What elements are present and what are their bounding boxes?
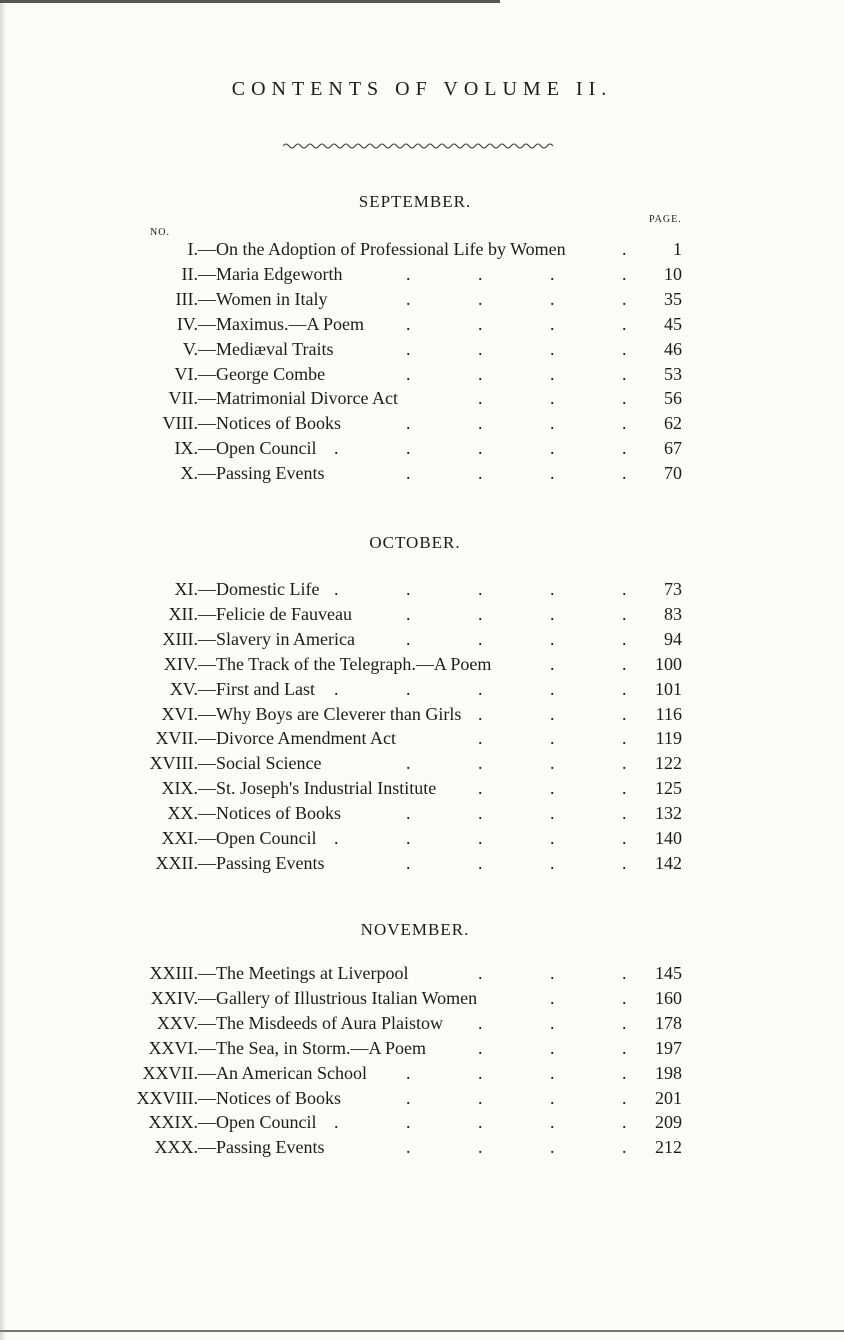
leader-dot: . xyxy=(622,703,627,724)
leader-dot: . xyxy=(622,852,627,873)
leader-dot: . xyxy=(478,438,483,459)
entry-dash: — xyxy=(198,1037,216,1058)
entry-page-number: 73 xyxy=(664,579,682,599)
entry-title: Passing Events xyxy=(216,852,325,873)
leader-dot: . xyxy=(550,803,555,824)
leader-dot: . xyxy=(550,1112,555,1133)
leader-dot: . xyxy=(622,987,627,1008)
leader-dot: . xyxy=(622,388,627,409)
entry-title: Open Council xyxy=(216,438,317,459)
entry-number: XXVI. xyxy=(148,1037,198,1058)
leader-dot: . xyxy=(406,463,411,484)
entry-dash: — xyxy=(198,778,216,799)
leader-dot: . xyxy=(622,1112,627,1133)
entry-title: Matrimonial Divorce Act xyxy=(216,388,398,409)
leader-dot: . xyxy=(406,288,411,309)
contents-entry xyxy=(0,364,844,388)
entry-title: Open Council xyxy=(216,828,317,848)
leader-dot: . xyxy=(406,1137,411,1158)
contents-entry xyxy=(0,463,844,487)
entry-dash: — xyxy=(198,653,216,674)
entry-page-number: 160 xyxy=(655,987,682,1008)
entry-page-number: 142 xyxy=(655,852,682,873)
entry-number: XVII. xyxy=(155,728,198,749)
contents-entry xyxy=(0,413,844,437)
entry-title: First and Last xyxy=(216,678,315,699)
section-heading: NOVEMBER. xyxy=(360,920,470,939)
leader-dot: . xyxy=(406,338,411,359)
entry-title: An American School xyxy=(216,1062,367,1083)
entry-number: XVI. xyxy=(161,703,198,724)
entry-number: XXVIII. xyxy=(136,1087,198,1108)
entry-number: X. xyxy=(180,463,198,484)
entry-page-number: 119 xyxy=(655,728,682,749)
entry-page-number: 178 xyxy=(655,1012,682,1033)
contents-entry xyxy=(0,988,844,1012)
leader-dot: . xyxy=(622,288,627,309)
contents-entry xyxy=(0,679,844,703)
leader-dot: . xyxy=(478,963,483,983)
leader-dot: . xyxy=(550,1137,555,1158)
leader-dot: . xyxy=(550,288,555,309)
entry-page-number: 56 xyxy=(664,388,682,409)
leader-dot: . xyxy=(406,828,411,848)
entry-title: St. Joseph's Industrial Institute xyxy=(216,778,437,799)
leader-dot: . xyxy=(334,1112,339,1133)
contents-entry xyxy=(0,853,844,877)
leader-dot: . xyxy=(478,363,483,384)
leader-dot: . xyxy=(622,313,627,334)
leader-dot: . xyxy=(478,753,483,774)
leader-dot: . xyxy=(622,463,627,484)
leader-dot: . xyxy=(478,388,483,409)
entry-page-number: 100 xyxy=(655,653,682,674)
leader-dot: . xyxy=(406,413,411,434)
contents-entry xyxy=(0,388,844,412)
leader-dot: . xyxy=(406,363,411,384)
leader-dot: . xyxy=(478,313,483,334)
leader-dot: . xyxy=(622,828,627,848)
entry-page-number: 10 xyxy=(664,263,682,284)
leader-dot: . xyxy=(550,338,555,359)
leader-dot: . xyxy=(622,438,627,459)
contents-entry xyxy=(0,1013,844,1037)
leader-dot: . xyxy=(622,753,627,774)
entry-title: Notices of Books xyxy=(216,803,341,824)
entry-dash: — xyxy=(198,239,216,259)
leader-dot: . xyxy=(334,438,339,459)
entry-dash: — xyxy=(198,703,216,724)
wavy-rule-ornament xyxy=(283,140,555,152)
leader-dot: . xyxy=(622,1012,627,1033)
contents-entry xyxy=(0,728,844,752)
contents-entry xyxy=(0,1038,844,1062)
leader-dot: . xyxy=(406,438,411,459)
entry-page-number: 209 xyxy=(655,1112,682,1133)
contents-entry xyxy=(0,753,844,777)
leader-dot: . xyxy=(550,413,555,434)
section-heading: SEPTEMBER. xyxy=(358,192,472,211)
entry-dash: — xyxy=(198,603,216,624)
entry-dash: — xyxy=(198,338,216,359)
leader-dot: . xyxy=(478,778,483,799)
leader-dot: . xyxy=(622,628,627,649)
leader-dot: . xyxy=(622,803,627,824)
entry-dash: — xyxy=(198,728,216,749)
leader-dot: . xyxy=(622,1062,627,1083)
entry-page-number: 46 xyxy=(664,338,682,359)
leader-dot: . xyxy=(622,678,627,699)
leader-dot: . xyxy=(550,678,555,699)
leader-dot: . xyxy=(622,363,627,384)
contents-entry xyxy=(0,629,844,653)
leader-dot: . xyxy=(550,852,555,873)
leader-dot: . xyxy=(550,653,555,674)
contents-entry xyxy=(0,579,844,603)
leader-dot: . xyxy=(622,963,627,983)
entry-dash: — xyxy=(198,313,216,334)
contents-entry xyxy=(0,1088,844,1112)
entry-dash: — xyxy=(198,753,216,774)
entry-page-number: 94 xyxy=(664,628,682,649)
leader-dot: . xyxy=(622,579,627,599)
leader-dot: . xyxy=(550,753,555,774)
entry-page-number: 70 xyxy=(664,463,682,484)
leader-dot: . xyxy=(406,678,411,699)
leader-dot: . xyxy=(622,653,627,674)
entry-title: Slavery in America xyxy=(216,628,355,649)
contents-entry xyxy=(0,314,844,338)
entry-dash: — xyxy=(198,388,216,409)
entry-dash: — xyxy=(198,463,216,484)
leader-dot: . xyxy=(550,1012,555,1033)
leader-dot: . xyxy=(406,579,411,599)
number-column-label: NO. xyxy=(150,227,170,238)
leader-dot: . xyxy=(550,987,555,1008)
leader-dot: . xyxy=(550,363,555,384)
entry-dash: — xyxy=(198,963,216,983)
leader-dot: . xyxy=(406,1112,411,1133)
entry-title: Mediæval Traits xyxy=(216,338,334,359)
entry-number: XV. xyxy=(169,678,198,699)
entry-dash: — xyxy=(198,987,216,1008)
entry-dash: — xyxy=(198,828,216,848)
contents-entry xyxy=(0,289,844,313)
entry-title: Women in Italy xyxy=(216,288,328,309)
leader-dot: . xyxy=(406,1062,411,1083)
entry-title: Divorce Amendment Act xyxy=(216,728,396,749)
leader-dot: . xyxy=(550,438,555,459)
entry-number: XX. xyxy=(167,803,198,824)
leader-dot: . xyxy=(478,1112,483,1133)
entry-dash: — xyxy=(198,438,216,459)
entry-dash: — xyxy=(198,628,216,649)
leader-dot: . xyxy=(622,338,627,359)
entry-dash: — xyxy=(198,1012,216,1033)
entry-number: V. xyxy=(182,338,198,359)
contents-entry xyxy=(0,704,844,728)
leader-dot: . xyxy=(550,703,555,724)
entry-number: XVIII. xyxy=(149,753,198,774)
entry-dash: — xyxy=(198,579,216,599)
leader-dot: . xyxy=(550,778,555,799)
entry-number: XXX. xyxy=(154,1137,198,1158)
entry-dash: — xyxy=(198,413,216,434)
top-rule xyxy=(0,0,500,3)
leader-dot: . xyxy=(478,803,483,824)
leader-dot: . xyxy=(478,628,483,649)
bottom-rule xyxy=(0,1330,844,1332)
entry-page-number: 125 xyxy=(655,778,682,799)
leader-dot: . xyxy=(550,313,555,334)
entry-number: XII. xyxy=(168,603,198,624)
entry-number: XXVII. xyxy=(142,1062,198,1083)
entry-title: Notices of Books xyxy=(216,1087,341,1108)
entry-page-number: 212 xyxy=(655,1137,682,1158)
entry-title: The Meetings at Liverpool xyxy=(216,963,409,983)
entry-title: Gallery of Illustrious Italian Women xyxy=(216,987,478,1008)
leader-dot: . xyxy=(334,579,339,599)
contents-entry xyxy=(0,654,844,678)
page-title: CONTENTS OF VOLUME II. xyxy=(231,78,613,100)
leader-dot: . xyxy=(550,1062,555,1083)
leader-dot: . xyxy=(406,1087,411,1108)
entry-dash: — xyxy=(198,288,216,309)
contents-entry xyxy=(0,1063,844,1087)
entry-title: Felicie de Fauveau xyxy=(216,603,352,624)
leader-dot: . xyxy=(478,703,483,724)
entry-number: XXIV. xyxy=(150,987,198,1008)
leader-dot: . xyxy=(478,413,483,434)
entry-dash: — xyxy=(198,1062,216,1083)
contents-entry xyxy=(0,264,844,288)
entry-title: The Misdeeds of Aura Plaistow xyxy=(216,1012,443,1033)
leader-dot: . xyxy=(406,603,411,624)
entry-title: George Combe xyxy=(216,363,326,384)
entry-page-number: 101 xyxy=(655,678,682,699)
entry-page-number: 197 xyxy=(655,1037,682,1058)
leader-dot: . xyxy=(622,778,627,799)
leader-dot: . xyxy=(406,852,411,873)
leader-dot: . xyxy=(622,1137,627,1158)
contents-entry xyxy=(0,339,844,363)
entry-title: Maria Edgeworth xyxy=(216,263,343,284)
entry-number: XXIX. xyxy=(148,1112,198,1133)
entry-dash: — xyxy=(198,363,216,384)
entry-page-number: 67 xyxy=(664,438,682,459)
leader-dot: . xyxy=(550,828,555,848)
entry-number: I. xyxy=(187,239,198,259)
leader-dot: . xyxy=(406,628,411,649)
entry-number: VIII. xyxy=(162,413,198,434)
entry-page-number: 116 xyxy=(655,703,682,724)
contents-entry xyxy=(0,1112,844,1136)
leader-dot: . xyxy=(550,603,555,624)
entry-number: XXI. xyxy=(161,828,198,848)
entry-page-number: 201 xyxy=(655,1087,682,1108)
entry-dash: — xyxy=(198,1087,216,1108)
leader-dot: . xyxy=(622,413,627,434)
contents-entry xyxy=(0,963,844,987)
entry-dash: — xyxy=(198,1137,216,1158)
entry-number: XIX. xyxy=(161,778,198,799)
entry-page-number: 53 xyxy=(664,363,682,384)
leader-dot: . xyxy=(550,1037,555,1058)
entry-title: Social Science xyxy=(216,753,322,774)
entry-dash: — xyxy=(198,263,216,284)
entry-number: II. xyxy=(181,263,198,284)
entry-page-number: 145 xyxy=(655,963,682,983)
entry-page-number: 83 xyxy=(664,603,682,624)
leader-dot: . xyxy=(406,803,411,824)
leader-dot: . xyxy=(478,828,483,848)
entry-number: XIV. xyxy=(163,653,198,674)
entry-title: The Sea, in Storm.—A Poem xyxy=(216,1037,426,1058)
leader-dot: . xyxy=(622,603,627,624)
leader-dot: . xyxy=(622,263,627,284)
entry-title: Domestic Life xyxy=(216,579,320,599)
leader-dot: . xyxy=(622,1037,627,1058)
entry-number: VII. xyxy=(168,388,198,409)
section-heading: OCTOBER. xyxy=(369,533,461,552)
leader-dot: . xyxy=(478,852,483,873)
entry-page-number: 198 xyxy=(655,1062,682,1083)
entry-title: Passing Events xyxy=(216,463,325,484)
contents-entry xyxy=(0,239,844,263)
leader-dot: . xyxy=(550,728,555,749)
contents-entry xyxy=(0,604,844,628)
contents-entry xyxy=(0,1137,844,1161)
entry-dash: — xyxy=(198,852,216,873)
leader-dot: . xyxy=(478,463,483,484)
leader-dot: . xyxy=(478,1037,483,1058)
leader-dot: . xyxy=(478,263,483,284)
entry-page-number: 1 xyxy=(673,239,682,259)
leader-dot: . xyxy=(550,263,555,284)
entry-page-number: 132 xyxy=(655,803,682,824)
entry-title: The Track of the Telegraph.—A Poem xyxy=(216,653,492,674)
leader-dot: . xyxy=(478,1137,483,1158)
leader-dot: . xyxy=(478,338,483,359)
leader-dot: . xyxy=(406,753,411,774)
leader-dot: . xyxy=(334,678,339,699)
contents-entry xyxy=(0,828,844,852)
leader-dot: . xyxy=(478,1012,483,1033)
entry-page-number: 122 xyxy=(655,753,682,774)
entry-title: Notices of Books xyxy=(216,413,341,434)
entry-title: Maximus.—A Poem xyxy=(216,313,365,334)
leader-dot: . xyxy=(478,728,483,749)
entry-number: III. xyxy=(175,288,198,309)
entry-number: XXV. xyxy=(156,1012,198,1033)
leader-dot: . xyxy=(622,239,627,259)
entry-title: On the Adoption of Professional Life by Women xyxy=(216,239,566,259)
leader-dot: . xyxy=(406,313,411,334)
contents-entry xyxy=(0,778,844,802)
entry-dash: — xyxy=(198,803,216,824)
entry-number: XXIII. xyxy=(149,963,198,983)
leader-dot: . xyxy=(478,678,483,699)
entry-number: XI. xyxy=(174,579,198,599)
leader-dot: . xyxy=(550,579,555,599)
entry-number: XXII. xyxy=(155,852,198,873)
contents-entry xyxy=(0,438,844,462)
leader-dot: . xyxy=(622,1087,627,1108)
entry-dash: — xyxy=(198,1112,216,1133)
entry-number: IV. xyxy=(176,313,198,334)
leader-dot: . xyxy=(478,288,483,309)
entry-page-number: 62 xyxy=(664,413,682,434)
leader-dot: . xyxy=(550,963,555,983)
leader-dot: . xyxy=(478,579,483,599)
entry-number: XIII. xyxy=(162,628,198,649)
leader-dot: . xyxy=(622,728,627,749)
leader-dot: . xyxy=(406,263,411,284)
entry-number: IX. xyxy=(174,438,198,459)
leader-dot: . xyxy=(550,463,555,484)
leader-dot: . xyxy=(550,388,555,409)
leader-dot: . xyxy=(478,603,483,624)
leader-dot: . xyxy=(478,1087,483,1108)
contents-entry xyxy=(0,803,844,827)
entry-title: Open Council xyxy=(216,1112,317,1133)
entry-number: VI. xyxy=(174,363,198,384)
entry-page-number: 140 xyxy=(655,828,682,848)
entry-page-number: 35 xyxy=(664,288,682,309)
page-column-label: PAGE. xyxy=(649,214,682,225)
entry-page-number: 45 xyxy=(664,313,682,334)
entry-title: Why Boys are Cleverer than Girls xyxy=(216,703,462,724)
leader-dot: . xyxy=(478,1062,483,1083)
leader-dot: . xyxy=(334,828,339,848)
entry-title: Passing Events xyxy=(216,1137,325,1158)
leader-dot: . xyxy=(550,628,555,649)
entry-dash: — xyxy=(198,678,216,699)
leader-dot: . xyxy=(550,1087,555,1108)
